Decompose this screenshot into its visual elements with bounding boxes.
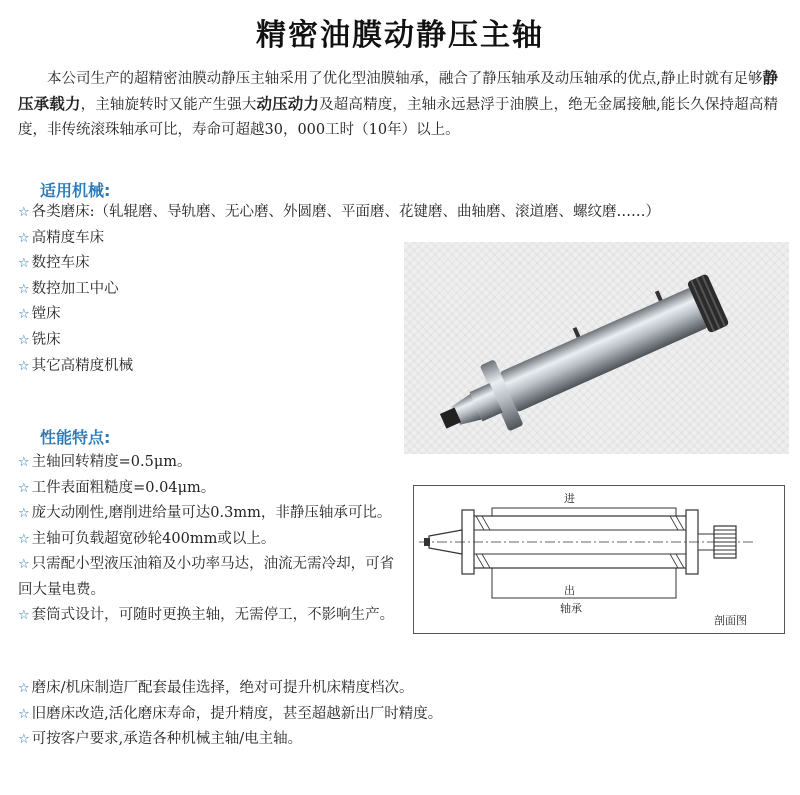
star-icon: ☆	[18, 607, 30, 623]
label-bearing: 轴承	[560, 602, 582, 615]
label-out: 出	[564, 584, 575, 597]
star-icon: ☆	[18, 681, 30, 696]
list-item: ☆ 套筒式设计，可随时更换主轴，无需停工，不影响生产。	[18, 606, 395, 623]
star-icon: ☆	[18, 732, 30, 748]
features-list-bottom	[18, 676, 778, 753]
star-icon: ☆	[18, 281, 30, 297]
star-icon: ☆	[18, 455, 30, 470]
star-icon: ☆	[18, 332, 30, 348]
cross-section-diagram	[413, 485, 785, 634]
cross-section-drawing	[414, 486, 784, 633]
list-item: ☆ 其它高精度机械	[18, 357, 134, 374]
list-item: ☆ 旧磨床改造,活化磨床寿命，提升精度，甚至超越新出厂时精度。	[18, 705, 443, 722]
star-icon: ☆	[18, 706, 30, 722]
star-icon: ☆	[18, 480, 30, 496]
list-item: ☆ 工件表面粗糙度=0.04μm。	[18, 479, 216, 496]
features-heading: 性能特点:	[40, 428, 111, 447]
list-item: ☆ 铣床	[18, 331, 61, 348]
list-item: ☆ 主轴回转精度=0.5μm。	[18, 454, 192, 470]
star-icon: ☆	[18, 230, 30, 246]
label-in: 进	[564, 492, 575, 505]
star-icon: ☆	[18, 531, 30, 547]
spindle-image	[404, 242, 789, 454]
machines-heading: 适用机械:	[40, 181, 111, 200]
intro-paragraph	[18, 66, 778, 143]
list-item: ☆ 磨床/机床制造厂配套最佳选择，绝对可提升机床精度档次。	[18, 680, 414, 696]
intro-bold-dynamic-force: 动压动力	[256, 95, 320, 113]
spindle-photo	[404, 242, 789, 454]
list-item: ☆ 数控车床	[18, 255, 90, 272]
diagram-caption: 剖面图	[714, 614, 747, 627]
star-icon: ☆	[18, 506, 30, 522]
list-item: ☆ 各类磨床:（轧辊磨、导轨磨、无心磨、外圆磨、平面磨、花键磨、曲轴磨、滚道磨、螺纹磨……）	[18, 204, 661, 220]
intro-bold-static-load: 静压承载力	[18, 69, 778, 113]
list-item: ☆ 镗床	[18, 306, 61, 323]
intro-text-2: ，主轴旋转时又能产生强大	[80, 97, 257, 113]
star-icon: ☆	[18, 256, 30, 272]
list-item: ☆ 庞大动刚性,磨削进给量可达0.3mm，非静压轴承可比。	[18, 505, 392, 522]
page-title: 精密油膜动静压主轴	[256, 18, 544, 53]
features-list-top	[18, 450, 403, 628]
list-item: ☆ 主轴可负载超宽砂轮400mm或以上。	[18, 530, 276, 547]
list-item: ☆ 只需配小型液压油箱及小功率马达，油流无需冷却，可省回大量电费。	[18, 556, 395, 598]
star-icon: ☆	[18, 557, 30, 573]
list-item: ☆ 数控加工中心	[18, 280, 119, 297]
intro-text-1: 本公司生产的超精密油膜动静压主轴采用了优化型油膜轴承，融合了静压轴承及动压轴承的优点,静止时就有足够	[47, 71, 763, 87]
star-icon: ☆	[18, 205, 30, 220]
intro-text-3: 及超高精度，主轴永远悬浮于油膜上，绝无金属接触,能长久保持超高精度，非传统滚珠轴承可比，寿命可超越30，000工时（10年）以上。	[18, 97, 778, 138]
list-item: ☆ 可按客户要求,承造各种机械主轴/电主轴。	[18, 731, 303, 748]
star-icon: ☆	[18, 307, 30, 323]
list-item: ☆ 高精度车床	[18, 229, 105, 246]
star-icon: ☆	[18, 358, 30, 374]
